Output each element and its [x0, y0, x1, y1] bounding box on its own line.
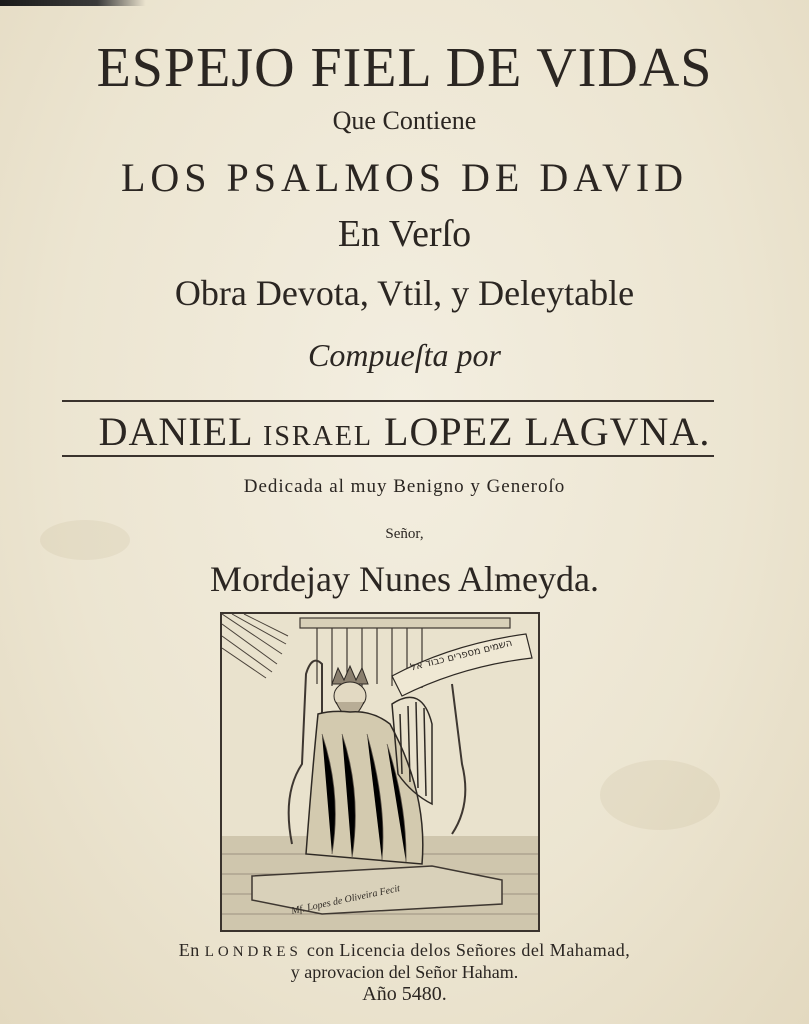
engraving-illustration [222, 614, 538, 930]
crown-icon [332, 666, 368, 684]
subtitle-obra-devota: Obra Devota, Vtil, y Deleytable [174, 273, 635, 313]
author-first-name: DANIEL [98, 409, 253, 454]
bottom-rule [62, 455, 714, 457]
dedicatee-name: Mordejay Nunes Almeyda. [210, 559, 599, 599]
author-middle-name: ISRAEL [263, 421, 374, 452]
imprint-city: LONDRES [204, 944, 302, 960]
imprint-year: Año 5480. [362, 983, 447, 1005]
top-rule [62, 400, 714, 402]
main-title: ESPEJO FIEL DE VIDAS [96, 37, 713, 99]
author-name [0, 408, 809, 455]
author-last-name: LOPEZ LAGVNA. [384, 409, 711, 454]
dedication-line: Dedicada al muy Benigno y Generoſo [243, 476, 566, 497]
subtitle-compuesta-por: Compueſta por [308, 337, 501, 373]
subtitle-en-verso: En Verſo [337, 213, 472, 255]
imprint-licencia: con Licencia delos Señores del Mahamad, [306, 940, 631, 960]
subtitle-que-contiene: Que Contiene [332, 106, 477, 135]
imprint-en: En [178, 940, 200, 960]
scroll-text: השמים מספרים כבוד אל [409, 637, 514, 674]
page-edge-shadow [0, 0, 809, 6]
king-david-figure-icon [306, 666, 423, 864]
dedication-senor: Señor, [385, 526, 424, 542]
sun-rays-icon [222, 614, 288, 678]
imprint-line-2: y aprovacion del Señor Haham. [290, 962, 519, 982]
paper-stain [600, 760, 720, 830]
king-david-engraving [220, 612, 540, 932]
engraver-signature: Mf. Lopes de Oliveira Fecit [290, 883, 402, 917]
subtitle-psalmos: LOS PSALMOS DE DAVID [120, 155, 689, 200]
imprint-line-1 [0, 940, 809, 961]
